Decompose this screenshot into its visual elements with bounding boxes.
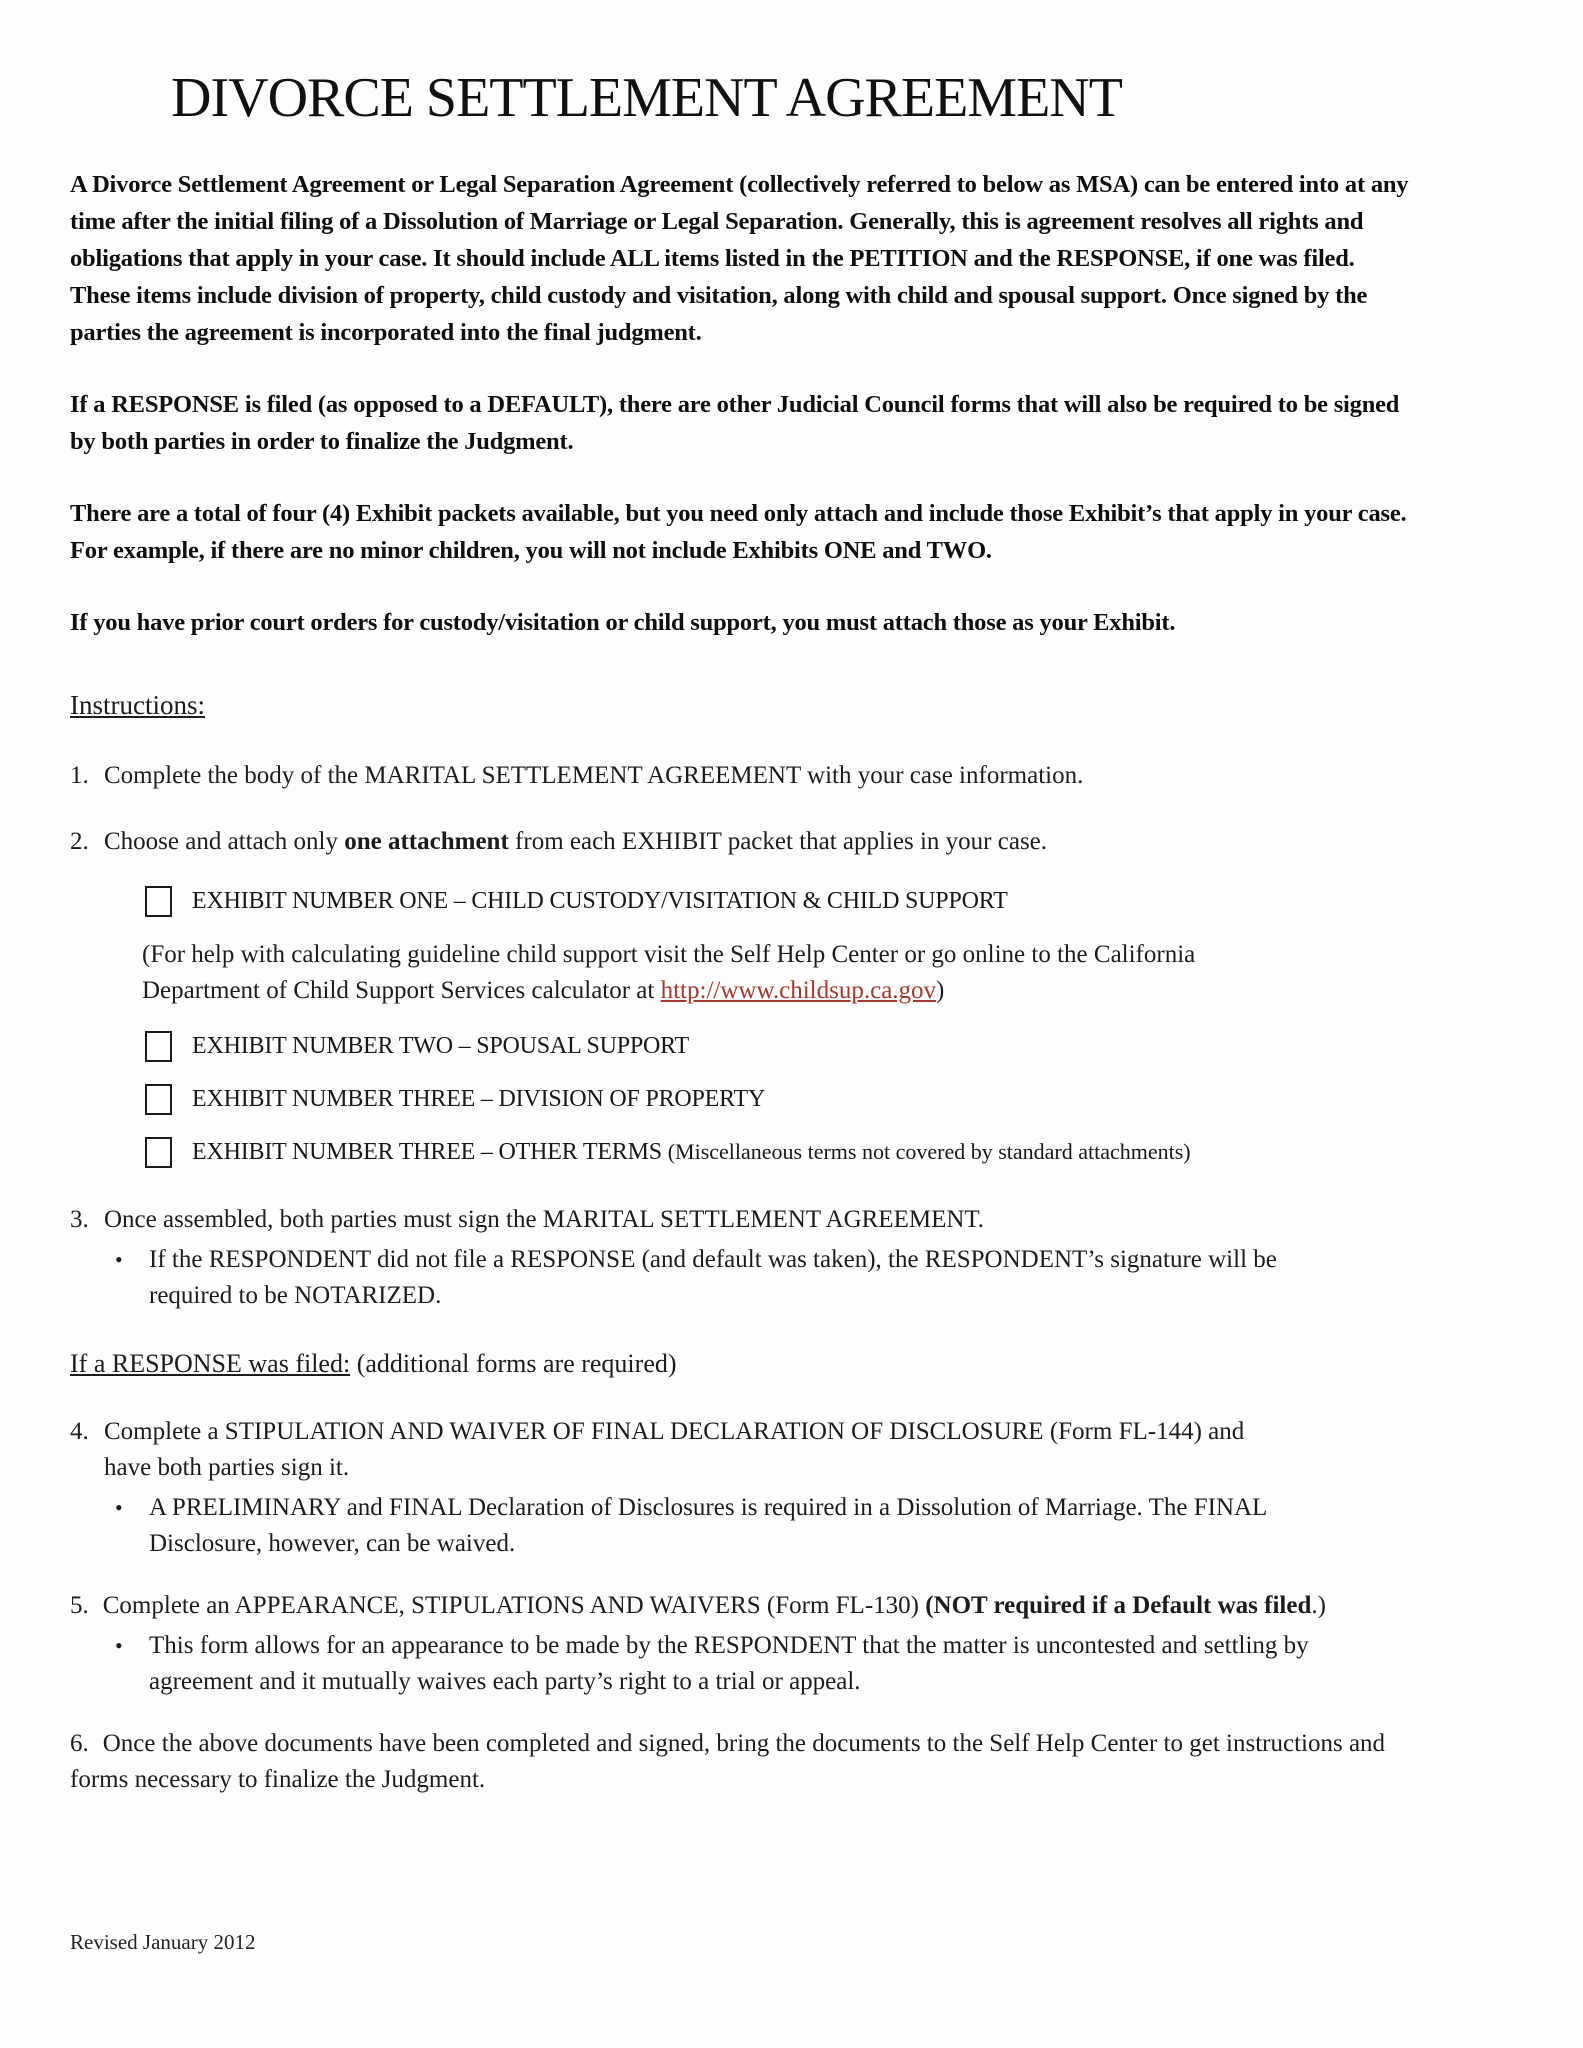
step-5-bullet (70, 1628, 1503, 1700)
exhibit-four-label (192, 1139, 1191, 1166)
response-filed-heading-underlined: If a RESPONSE was filed: (70, 1348, 351, 1378)
step-5-bullet-text: This form allows for an appearance to be made by the RESPONDENT that the matter is uncontested and settling by agreement and it mutually waives each party’s right to a trial or appeal. (149, 1631, 1309, 1695)
intro-paragraph-4: If you have prior court orders for custody/visitation or child support, you must attach those as your Exhibit. (70, 608, 1176, 636)
bullet-icon: • (115, 1494, 123, 1520)
revision-note: Revised January 2012 (70, 1930, 256, 1954)
exhibit-three-checkbox[interactable] (145, 1084, 172, 1115)
instructions-heading-text: Instructions: (70, 689, 205, 720)
step-2-text-pre: Choose and attach only (104, 827, 345, 855)
step-5-number: 5. (70, 1591, 89, 1619)
instructions-heading (70, 686, 1503, 724)
step-5 (70, 1588, 1430, 1624)
intro-paragraph-2: If a RESPONSE is filed (as opposed to a DEFAULT), there are other Judicial Council forms that will also be required to be signed by both parties in order to finalize the Judgment. (70, 390, 1400, 455)
childsup-link[interactable]: http://www.childsup.ca.gov (660, 976, 937, 1004)
exhibit-two-checkbox[interactable] (145, 1031, 172, 1062)
step-2-text-post: from each EXHIBIT packet that applies in your case. (508, 827, 1048, 855)
step-1-text: Complete the body of the MARITAL SETTLEMENT AGREEMENT with your case information. (104, 761, 1084, 789)
exhibit-two-row (70, 1031, 1503, 1062)
step-3-bullet-text: If the RESPONDENT did not file a RESPONSE (and default was taken), the RESPONDENT’s signature will be required to be NOTARIZED. (149, 1245, 1277, 1309)
exhibit-one-note-close: ) (936, 976, 945, 1004)
exhibit-four-row (70, 1137, 1503, 1168)
step-4-bullet-text: A PRELIMINARY and FINAL Declaration of Disclosures is required in a Dissolution of Marriage. The FINAL Disclosure, however, can be waived. (149, 1493, 1267, 1557)
exhibit-two-label: EXHIBIT NUMBER TWO – SPOUSAL SUPPORT (192, 1032, 689, 1059)
bullet-icon: • (115, 1632, 123, 1658)
exhibit-four-label-main: EXHIBIT NUMBER THREE – OTHER TERMS (192, 1138, 668, 1165)
step-5-text-post: .) (1311, 1591, 1326, 1619)
step-4-bullet (70, 1490, 1503, 1562)
step-5-text-pre: Complete an APPEARANCE, STIPULATIONS AND WAIVERS (Form FL-130) (102, 1591, 926, 1619)
intro-paragraph-1: A Divorce Settlement Agreement or Legal Separation Agreement (collectively referred to below as MSA) can be entered into at any time after the initial filing of a Dissolution of Marriage or Legal Separation. Generally, this is agreement resolves all rights and obligations that apply in your case. It should include ALL items listed in the PETITION and the RESPONSE, if one was filed. These items include division of property, child custody and visitation, along with child and spousal support. Once signed by the parties the agreement is incorporated into the final judgment. (70, 170, 1409, 346)
step-6-text: Once the above documents have been completed and signed, bring the documents to the Self Help Center to get instructions and forms necessary to finalize the Judgment. (70, 1729, 1386, 1793)
step-2-text-bold: one attachment (344, 827, 509, 855)
exhibit-four-checkbox[interactable] (145, 1137, 172, 1168)
step-4-text: Complete a STIPULATION AND WAIVER OF FINAL DECLARATION OF DISCLOSURE (Form FL-144) and have both parties sign it. (104, 1417, 1245, 1481)
response-filed-heading (70, 1346, 1503, 1382)
step-5-text-bold: (NOT required if a Default was filed (925, 1591, 1312, 1619)
step-3-number: 3. (70, 1205, 89, 1233)
step-6 (70, 1726, 1430, 1798)
exhibit-four-label-sub: (Miscellaneous terms not covered by standard attachments) (667, 1138, 1191, 1164)
step-4-number: 4. (70, 1417, 89, 1445)
step-6-number: 6. (70, 1729, 89, 1757)
intro-paragraph-3: There are a total of four (4) Exhibit packets available, but you need only attach and include those Exhibit’s that apply in your case. For example, if there are no minor children, you will not include Exhibits ONE and TWO. (70, 499, 1407, 564)
bullet-icon: • (115, 1246, 123, 1272)
step-1 (70, 758, 1470, 794)
exhibit-one-note (70, 937, 1310, 1009)
exhibit-one-row (70, 886, 1503, 917)
exhibit-three-label: EXHIBIT NUMBER THREE – DIVISION OF PROPERTY (192, 1085, 766, 1112)
step-1-number: 1. (70, 761, 89, 789)
step-3 (70, 1202, 1470, 1238)
step-4 (70, 1414, 1250, 1486)
page-title: DIVORCE SETTLEMENT AGREEMENT (171, 67, 1122, 129)
exhibit-one-label: EXHIBIT NUMBER ONE – CHILD CUSTODY/VISITATION & CHILD SUPPORT (192, 887, 1008, 914)
exhibit-three-row (70, 1084, 1503, 1115)
step-2-number: 2. (70, 827, 89, 855)
exhibit-one-note-text: (For help with calculating guideline child support visit the Self Help Center or go online to the California Department of Child Support Services calculator at (142, 940, 1196, 1004)
exhibit-one-checkbox[interactable] (145, 886, 172, 917)
step-2 (70, 824, 1470, 860)
response-filed-heading-rest: (additional forms are required) (350, 1348, 677, 1378)
step-3-bullet (70, 1242, 1503, 1314)
step-3-text: Once assembled, both parties must sign the MARITAL SETTLEMENT AGREEMENT. (104, 1205, 985, 1233)
